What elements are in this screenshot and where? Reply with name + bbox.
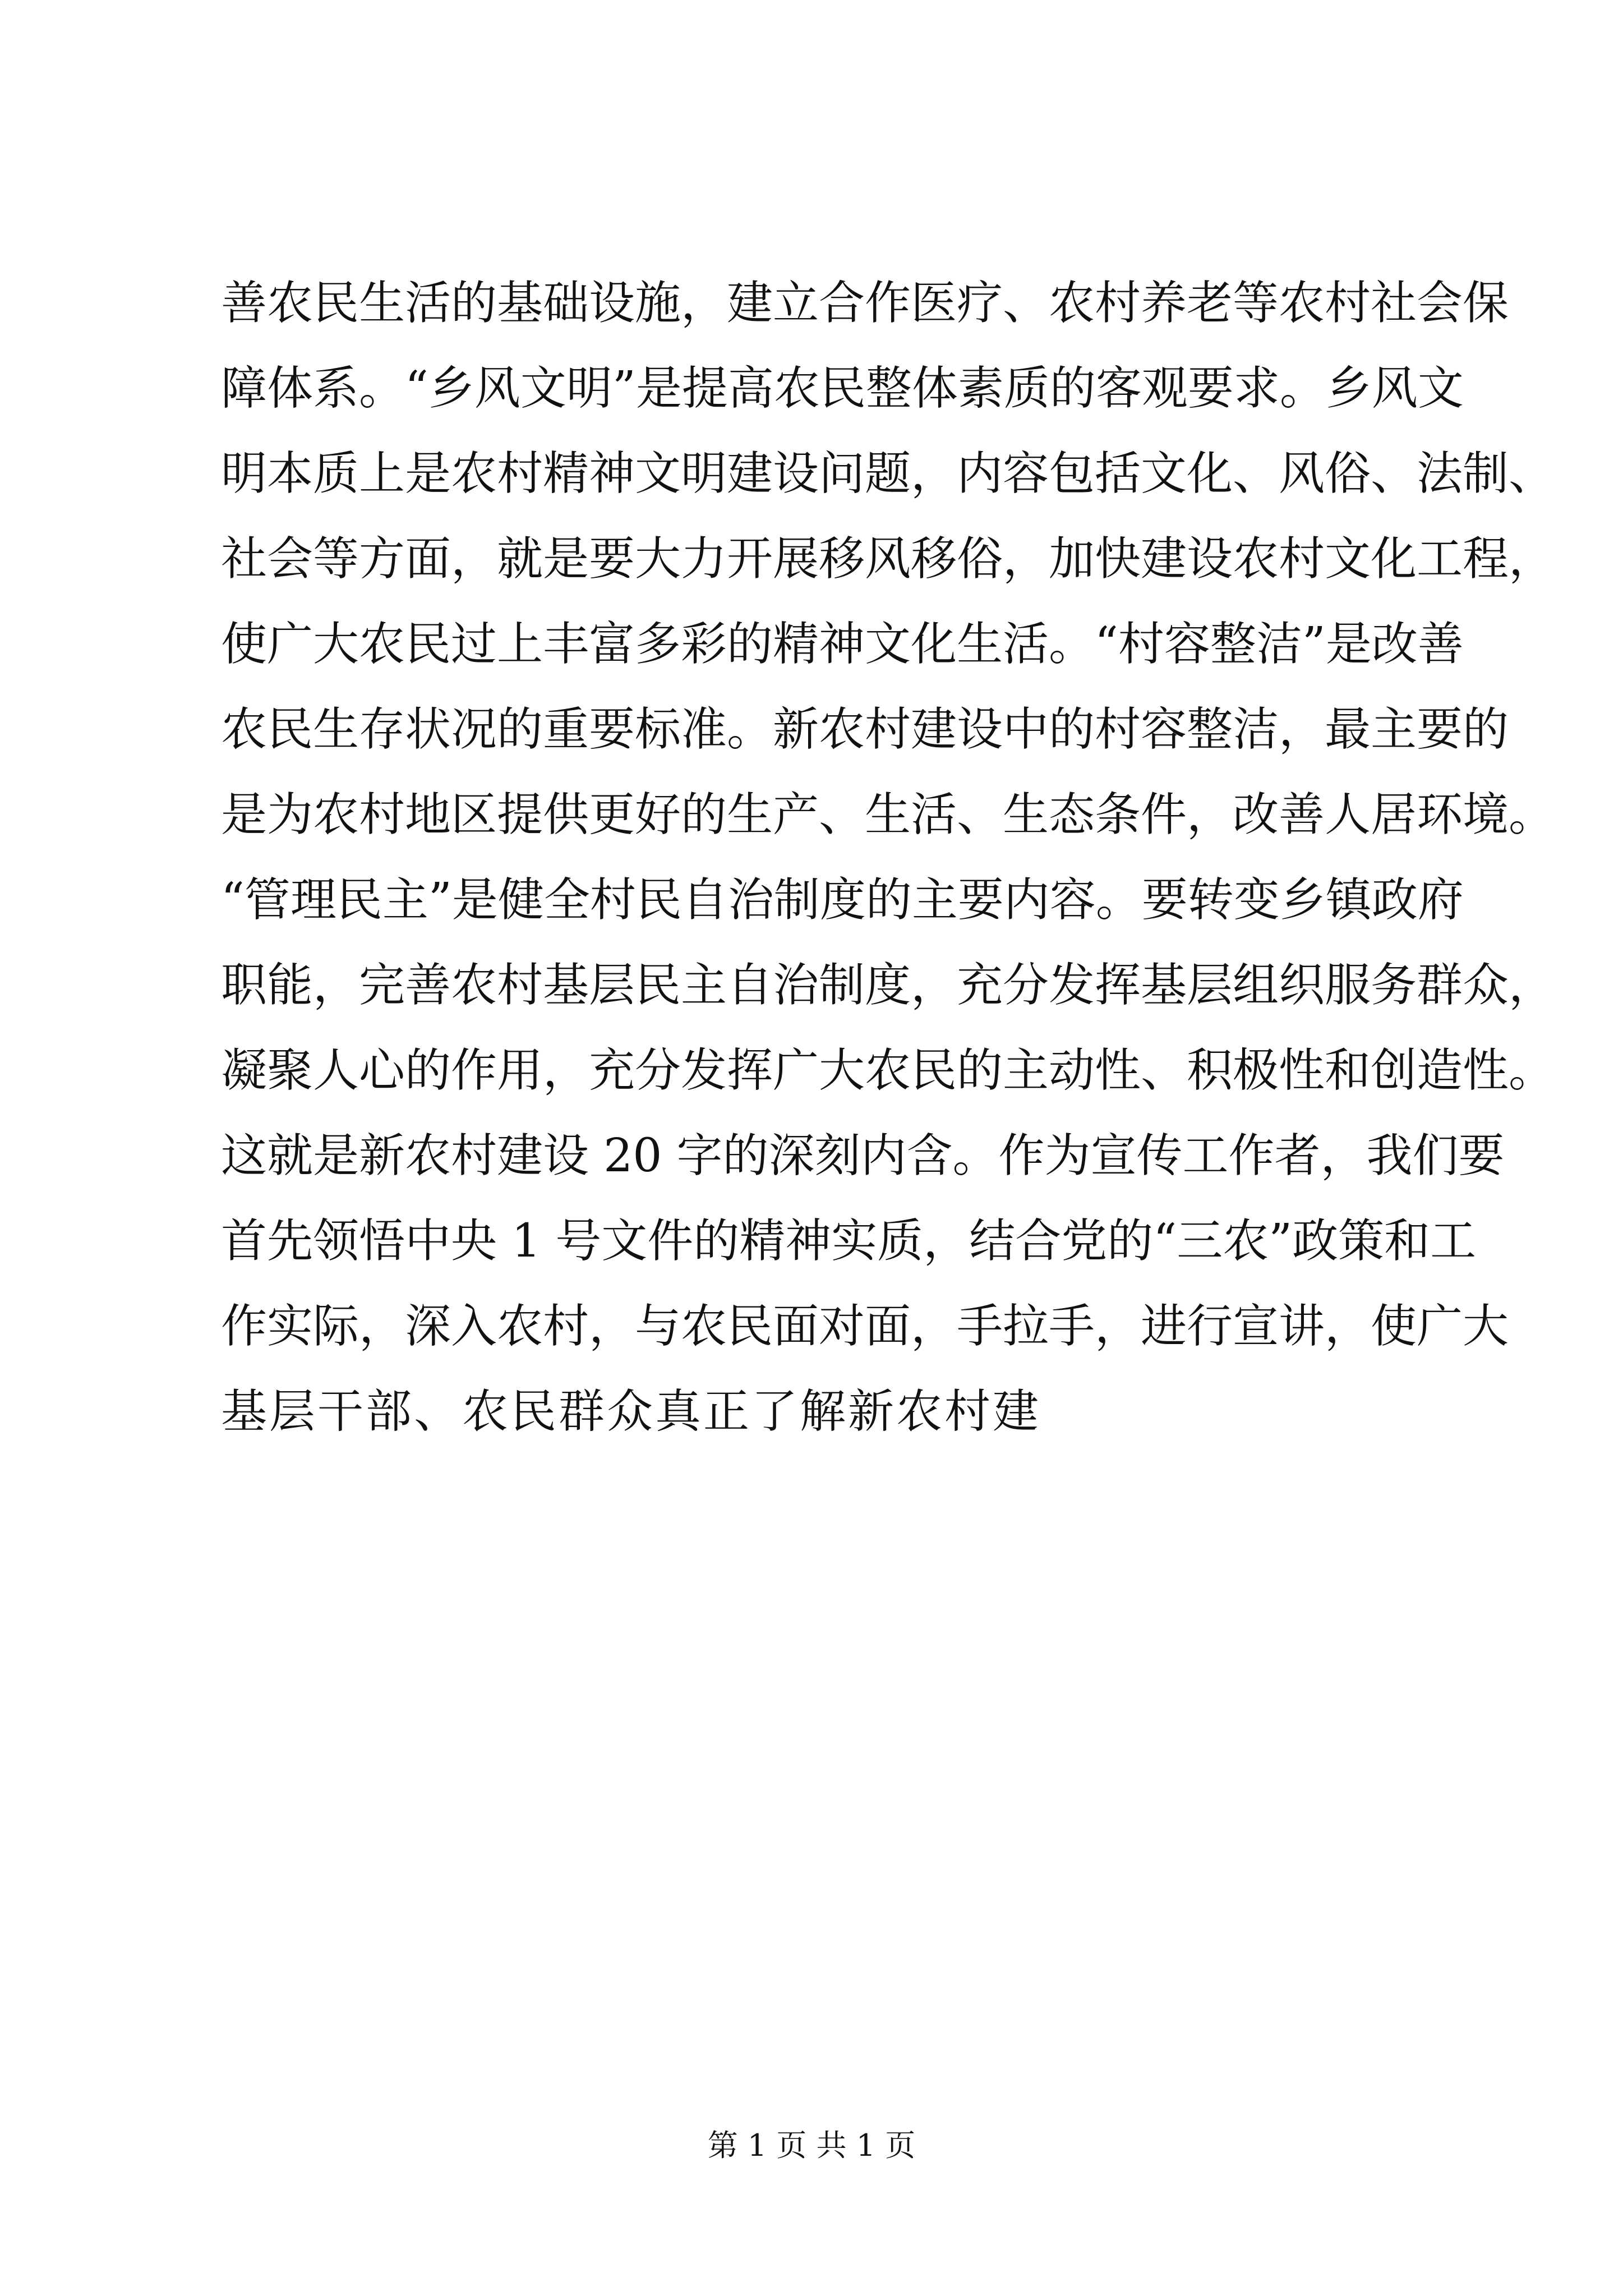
page-footer: 第 1 页 共 1 页: [707, 2128, 916, 2163]
text-line: 使广大农民过上丰富多彩的精神文化生活。“村容整洁”是改善: [221, 618, 1464, 671]
text-line: 作实际，深入农村，与农民面对面，手拉手，进行宣讲，使广大: [221, 1300, 1509, 1353]
body-paragraph: [221, 261, 1555, 1455]
text-line: “管理民主”是健全村民自治制度的主要内容。要转变乡镇政府: [221, 873, 1464, 927]
text-line: 职能，完善农村基层民主自治制度，充分发挥基层组织服务群众，: [221, 959, 1555, 1012]
text-line: 障体系。“乡风文明”是提高农民整体素质的客观要求。乡风文: [221, 362, 1464, 415]
text-line: 这就是新农村建设 20 字的深刻内含。作为宣传工作者，我们要: [221, 1129, 1505, 1182]
text-line: 社会等方面，就是要大力开展移风移俗，加快建设农村文化工程，: [221, 532, 1555, 586]
text-line: 善农民生活的基础设施，建立合作医疗、农村养老等农村社会保: [221, 277, 1509, 330]
text-line: 是为农村地区提供更好的生产、生活、生态条件，改善人居环境。: [221, 788, 1555, 841]
text-line: 农民生存状况的重要标准。新农村建设中的村容整洁，最主要的: [221, 703, 1509, 756]
text-line: 首先领悟中央 1 号文件的精神实质，结合党的“三农”政策和工: [221, 1214, 1477, 1268]
text-line: 明本质上是农村精神文明建设问题，内容包括文化、风俗、法制、: [221, 447, 1555, 500]
text-line-last: 基层干部、农民群众真正了解新农村建: [221, 1385, 1041, 1438]
text-line: 凝聚人心的作用，充分发挥广大农民的主动性、积极性和创造性。: [221, 1044, 1555, 1097]
